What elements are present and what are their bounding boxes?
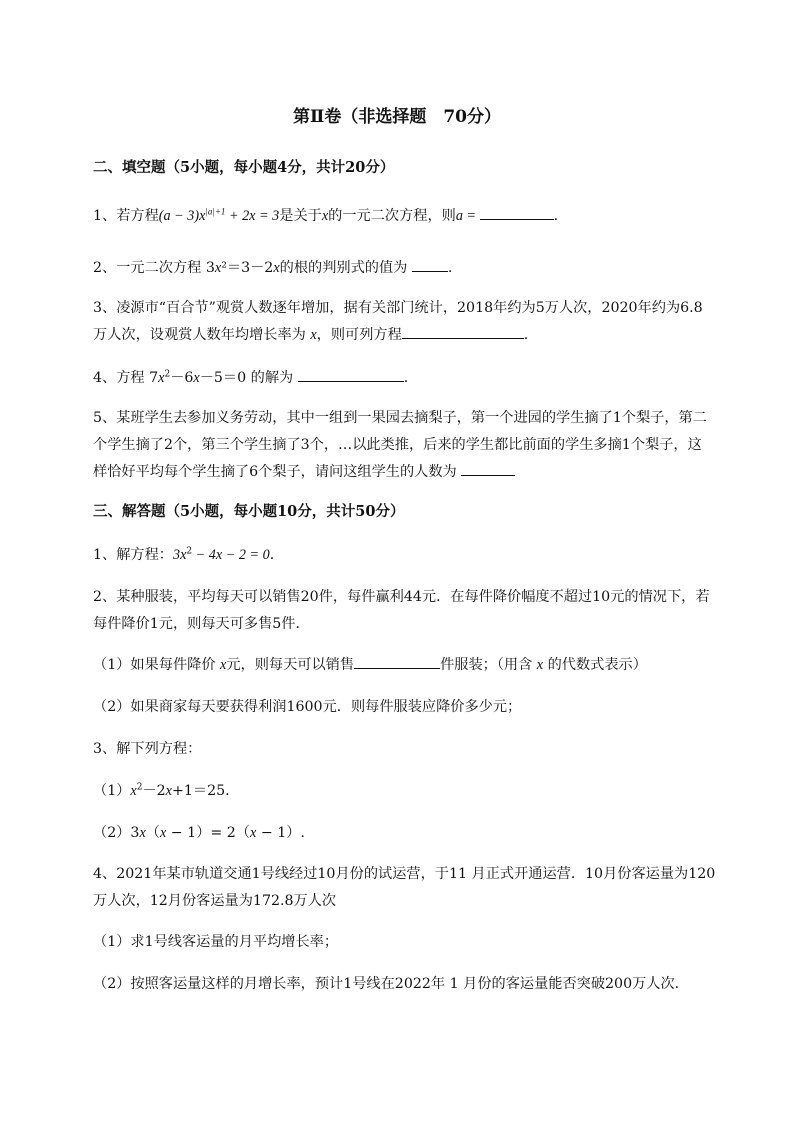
fill-question-1: 1、若方程$(a - 3)x^{|a|+1} + 2x = 3$是关于x的一元二次方程，则a = .: [93, 206, 559, 224]
answer-blank: [298, 368, 404, 382]
answer-blank: [480, 206, 554, 220]
solve-question-2-sub2: （2）如果商家每天要获得利润1600元．则每件服装应降价多少元；: [93, 699, 522, 715]
solve-question-1: 1、解方程：$3x^2 - 4x - 2 = 0$．: [93, 546, 284, 563]
solve-question-3-title: 3、解下列方程：: [93, 741, 202, 757]
solve-question-2-sub1: （1）如果每件降价 x元，则每天可以销售 件服装；（用含 x 的代数式表示）: [93, 657, 647, 673]
fill-question-5-line2: 个学生摘了2个，第三个学生摘了3个，…以此类推，后来的学生都比前面的学生多摘1个梨子，这: [93, 437, 702, 453]
fill-question-2: 2、一元二次方程 3x²＝3－2x的根的判别式的值为 .: [93, 260, 453, 276]
solve-question-2-line2: 每件降价1元，则每天可多售5件．: [93, 616, 310, 632]
fill-question-4: 4、方程 $7x^2-6x-5=0$ 的解为 .: [93, 369, 409, 386]
fill-question-3-line1: 3、凌源市“百合节”观赏人数逐年增加，据有关部门统计，2018年约为5万人次，2020年约为6.8: [93, 300, 703, 316]
solution-heading: 三、解答题（5小题，每小题10分，共计50分）: [93, 503, 405, 520]
answer-blank: [461, 462, 515, 476]
solve-question-3-sub1: $(1)x^2-2x+1=25$.: [93, 782, 230, 799]
fill-question-5-line3: 样恰好平均每个学生摘了6个梨子，请问这组学生的人数为: [93, 462, 753, 482]
solve-question-4-sub1: （1）求1号线客运量的月平均增长率；: [93, 934, 339, 950]
solve-question-4-line1: 4、2021年某市轨道交通1号线经过10月份的试运营，于11 月正式开通运营．10月份客运量为120: [93, 866, 716, 882]
solve-question-2-line1: 2、某种服装，平均每天可以销售20件，每件赢利44元．在每件降价幅度不超过10元的情况下，若: [93, 589, 710, 605]
solve-question-4-line2: 万人次，12月份客运量为172.8万人次: [93, 893, 337, 909]
answer-blank: [402, 325, 524, 339]
solve-question-3-sub2: （2）3x（x − 1）= 2（x − 1）.: [93, 825, 305, 841]
answer-blank: [354, 655, 440, 669]
fill-question-5-line1: 5、某班学生去参加义务劳动，其中一组到一果园去摘梨子，第一个进园的学生摘了1个梨子，第二: [93, 410, 707, 426]
fill-in-heading: 二、填空题（5小题，每小题4分，共计20分）: [93, 159, 395, 176]
solve-question-4-sub2: （2）按照客运量这样的月增长率，预计1号线在2022年 1 月份的客运量能否突破200万人次．: [93, 976, 689, 992]
section-title: 第Ⅱ卷（非选择题 70分）: [293, 107, 501, 127]
answer-blank: [412, 258, 448, 272]
fill-question-3-line2: 万人次，设观赏人数年均增长率为 x，则可列方程 .: [93, 327, 529, 343]
